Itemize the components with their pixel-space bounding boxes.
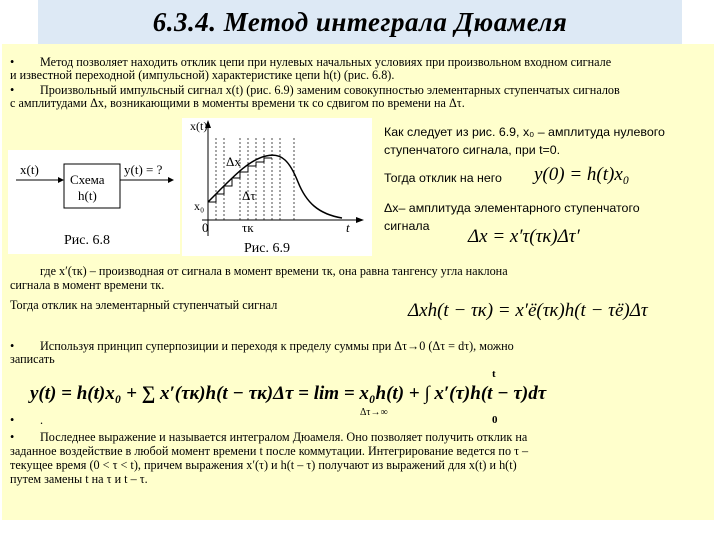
para4: Тогда отклик на элементарный ступенчатый сигнал: [10, 298, 278, 312]
y-axis-label: x(t): [190, 119, 208, 133]
bullet: •: [10, 339, 15, 353]
para5-line2: записать: [10, 352, 55, 366]
para1-line1: Метод позволяет находить отклик цепи при нулевых начальных условиях при произвольном входном сигнале: [40, 55, 612, 69]
para7-line2: заданное воздействие в любой момент времени t после коммутации. Интегрирование ведется по τ –: [10, 444, 529, 458]
block-label-2: h(t): [78, 188, 97, 203]
t-axis-label: t: [346, 220, 350, 235]
equation-delta-x: Δx = x′τ(τк)Δτ′: [468, 226, 580, 247]
figure-caption: Рис. 6.8: [64, 233, 110, 248]
right-text-3b: сигнала: [384, 219, 430, 233]
delta-x-label: Δx: [226, 154, 241, 169]
para7-line1: Последнее выражение и называется интегралом Дюамеля. Оно позволяет получить отклик на: [40, 430, 528, 444]
limit-subscript: Δτ→∞: [360, 407, 388, 418]
bullet: •: [10, 83, 15, 97]
right-text-3a: Δx– амплитуда элементарного ступенчатого: [384, 201, 640, 215]
figure-caption: Рис. 6.9: [244, 241, 290, 256]
output-arrowhead: [168, 177, 174, 183]
duhamel-equation: y(t) = h(t)x₀ + ∑ x′(τк)h(t − τк)Δτ = lim = x₀h(t) + ∫ x′(τ)h(t − τ)dτ: [30, 383, 547, 404]
bullet: •: [10, 55, 15, 69]
para1-line2: и известной переходной (импульсной) характеристике цепи h(t) (рис. 6.8).: [10, 68, 395, 82]
para7-line3: текущее время (0 < τ < t), причем выражения x′(τ) и h(t – τ) получают из выражений для x(t) и h(t): [10, 458, 517, 472]
equation-y0: y(0) = h(t)x₀: [534, 164, 630, 185]
integral-upper-limit: t: [492, 368, 496, 380]
para2-line1: Произвольный импульсный сигнал x(t) (рис. 6.9) заменим совокупностью элементарных ступенчатых сигналов: [40, 83, 620, 97]
title-bar: [38, 0, 682, 44]
right-text-1b: ступенчатого сигнала, при t=0.: [384, 143, 561, 157]
delta-tau-label: Δτ: [242, 188, 256, 203]
bullet: •: [10, 413, 15, 427]
right-text-1a: Как следует из рис. 6.9, x₀ – амплитуда нулевого: [384, 125, 665, 139]
para3-line1: где x′(τк) – производная от сигнала в момент времени τк, она равна тангенсу угла наклона: [40, 264, 508, 278]
equation-elementary-response: Δxh(t − τк) = x′ё(τк)h(t − τё)Δτ: [408, 300, 648, 321]
para5-line1: Используя принцип суперпозиции и переходя к пределу суммы при Δτ→0 (Δτ = dτ), можно: [40, 339, 514, 353]
output-label: y(t) = ?: [124, 162, 163, 177]
para2-line2: с амплитудами Δx, возникающими в моменты времени τк со сдвигом по времени на Δτ.: [10, 96, 465, 110]
figure-6-8: [8, 150, 180, 254]
input-label: x(t): [20, 162, 39, 177]
input-arrowhead: [58, 177, 64, 183]
x0-label: x₀: [194, 199, 205, 213]
para3-line2: сигнала в момент времени τк.: [10, 278, 165, 292]
para6-dot: .: [40, 413, 44, 427]
bullet: •: [10, 430, 15, 444]
tau-k-label: τк: [242, 220, 254, 235]
block-label-1: Схема: [70, 172, 105, 187]
block-diagram: [8, 150, 180, 254]
x-axis-arrowhead: [356, 217, 364, 223]
slide-title: 6.3.4. Метод интеграла Дюамеля: [152, 6, 568, 37]
para7-line4: путем замены t на τ и t – τ.: [10, 472, 148, 486]
figure-6-9: [182, 118, 372, 256]
origin-label: 0: [202, 220, 209, 235]
signal-plot: [182, 118, 372, 256]
integral-lower-limit: 0: [492, 414, 498, 426]
right-text-2: Тогда отклик на него: [384, 171, 502, 185]
